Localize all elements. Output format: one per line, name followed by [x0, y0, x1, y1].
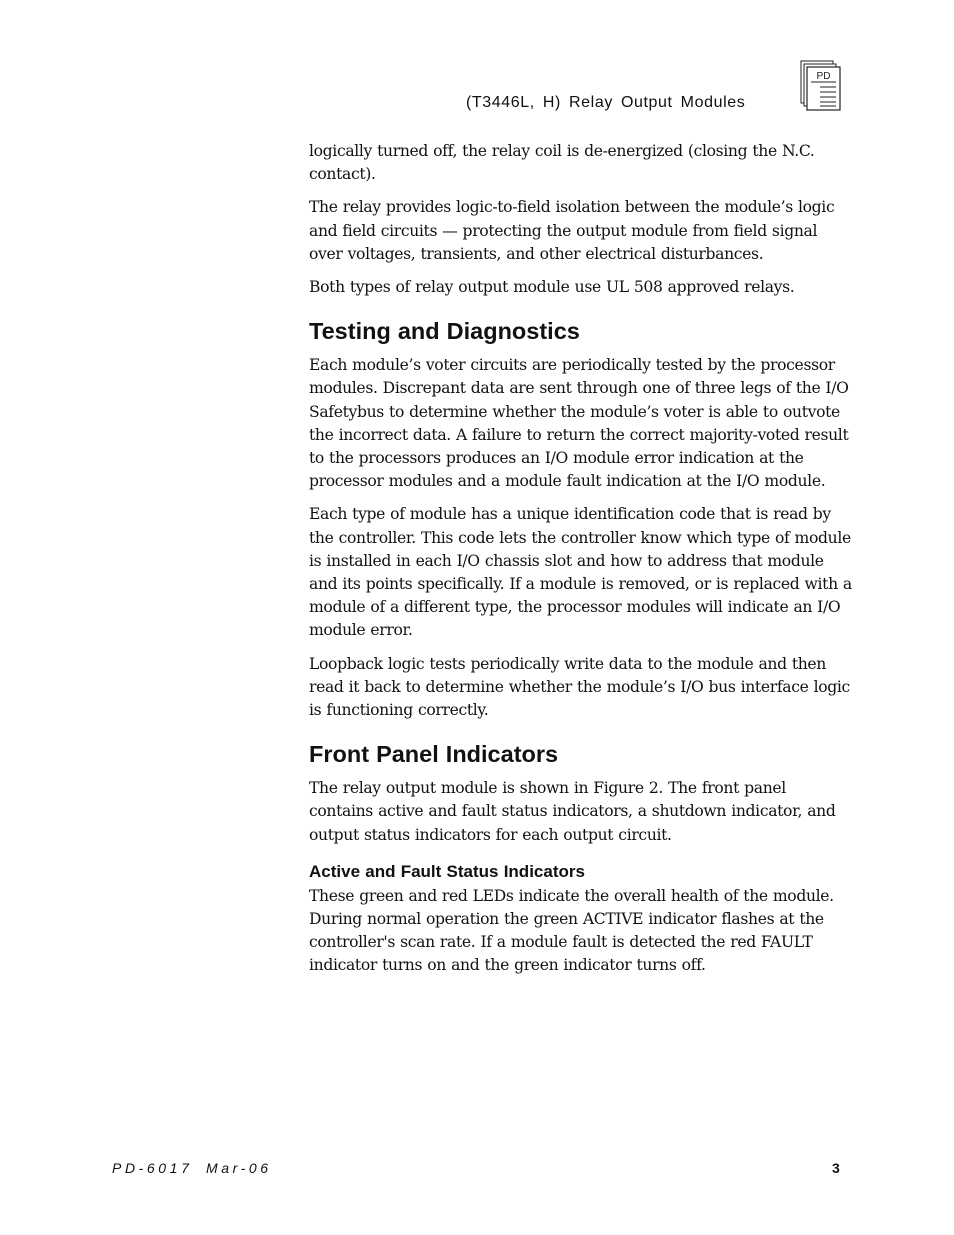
- heading-front-panel-indicators: Front Panel Indicators: [309, 741, 559, 768]
- paragraph-relay-isolation: The relay provides logic-to-field isolation between the module’s logic and field circuits — protecting the output module from field signal over voltages, transients, and other electrical disturbances.: [309, 198, 835, 263]
- paragraph-front-panel: The relay output module is shown in Figure 2. The front panel contains active and fault status indicators, a shutdown indicator, and output status indicators for each output circuit.: [309, 779, 836, 844]
- footer-page-number: 3: [832, 1160, 840, 1176]
- heading-testing-diagnostics: Testing and Diagnostics: [309, 318, 580, 345]
- paragraph-relay-deenergized: logically turned off, the relay coil is de-energized (closing the N.C. contact).: [309, 142, 815, 184]
- heading-active-fault-indicators: Active and Fault Status Indicators: [309, 861, 585, 881]
- paragraph-identification-code: Each type of module has a unique identification code that is read by the controller. This code lets the controller know which type of module is installed in each I/O chassis slot and how to address that module and its points specifically. If a module is removed, or is replaced with a module of a different type, the processor modules will indicate an I/O module error.: [309, 505, 852, 640]
- paragraph-ul-relays: Both types of relay output module use UL 508 approved relays.: [309, 278, 795, 297]
- pd-icon-label: PD: [816, 71, 831, 82]
- paragraph-leds: These green and red LEDs indicate the overall health of the module. During normal operation the green ACTIVE indicator flashes at the controller's scan rate. If a module fault is detected the red FAULT indicator turns on and the green indicator turns off.: [309, 886, 834, 975]
- page-content: [309, 140, 854, 988]
- page-header-title: (T3446L, H) Relay Output Modules: [466, 94, 746, 111]
- paragraph-voter-tests: Each module’s voter circuits are periodically tested by the processor modules. Discrepant data are sent through one of three legs of the I/O Safetybus to determine whether the module’s voter is able to outvote the incorrect data. A failure to return the correct majority-voted result to the processors produces an I/O module error indication at the processor modules and a module fault indication at the I/O module.: [309, 356, 849, 491]
- footer-document-id: PD-6017 Mar-06: [112, 1160, 272, 1176]
- paragraph-loopback-tests: Loopback logic tests periodically write data to the module and then read it back to determine whether the module’s I/O bus interface logic is functioning correctly.: [309, 654, 850, 720]
- document-stack-icon: [800, 60, 842, 112]
